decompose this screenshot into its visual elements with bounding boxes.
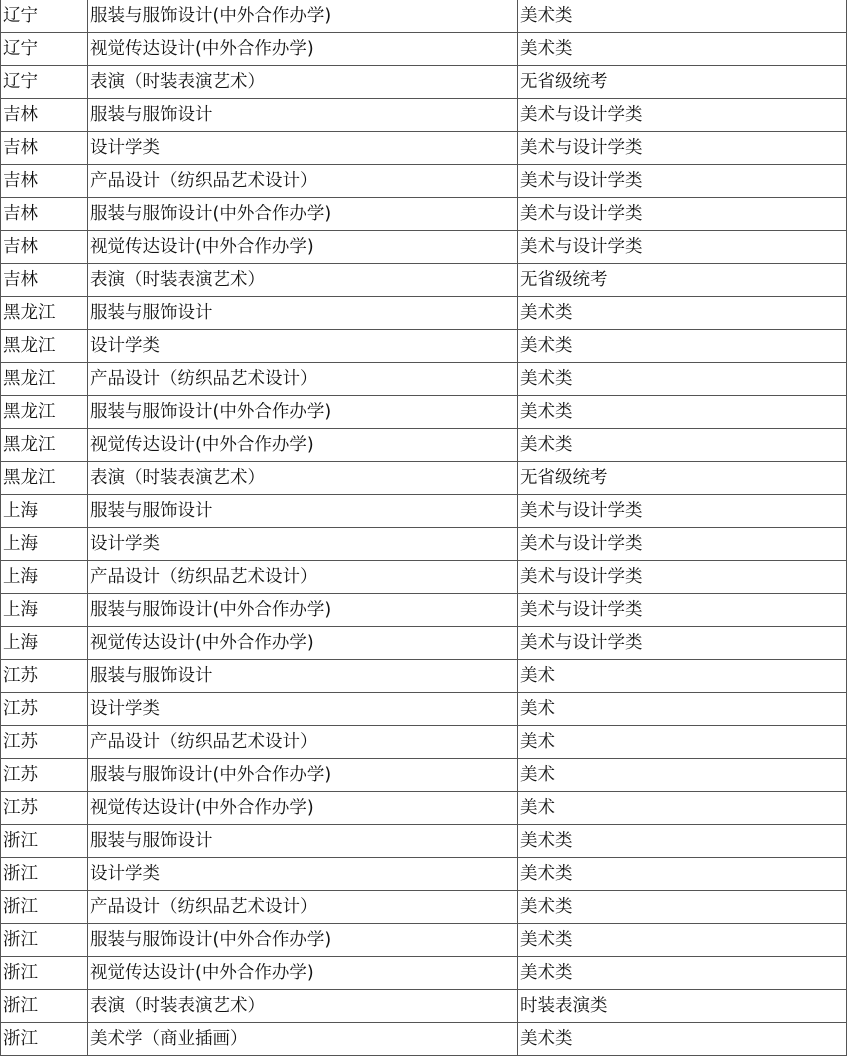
table-row xyxy=(1,165,847,198)
table-row xyxy=(1,0,847,33)
major-cell: 设计学类 xyxy=(88,858,518,891)
major-cell: 表演（时装表演艺术） xyxy=(88,990,518,1023)
province-cell: 黑龙江 xyxy=(1,297,88,330)
major-cell: 服装与服饰设计(中外合作办学) xyxy=(88,594,518,627)
category-cell: 美术类 xyxy=(518,858,847,891)
table-row xyxy=(1,429,847,462)
major-cell: 服装与服饰设计 xyxy=(88,660,518,693)
table-row xyxy=(1,99,847,132)
category-cell: 美术类 xyxy=(518,825,847,858)
category-cell: 美术与设计学类 xyxy=(518,594,847,627)
table-row xyxy=(1,627,847,660)
category-cell: 美术与设计学类 xyxy=(518,165,847,198)
major-cell: 服装与服饰设计(中外合作办学) xyxy=(88,198,518,231)
table-row xyxy=(1,759,847,792)
province-cell: 上海 xyxy=(1,594,88,627)
category-cell: 美术与设计学类 xyxy=(518,528,847,561)
category-cell: 无省级统考 xyxy=(518,264,847,297)
category-cell: 美术类 xyxy=(518,33,847,66)
category-cell: 无省级统考 xyxy=(518,462,847,495)
category-cell: 无省级统考 xyxy=(518,66,847,99)
table-row xyxy=(1,528,847,561)
table-row xyxy=(1,858,847,891)
category-cell: 美术 xyxy=(518,792,847,825)
major-cell: 视觉传达设计(中外合作办学) xyxy=(88,792,518,825)
table-row xyxy=(1,990,847,1023)
province-cell: 江苏 xyxy=(1,759,88,792)
table-row xyxy=(1,462,847,495)
major-cell: 服装与服饰设计(中外合作办学) xyxy=(88,759,518,792)
category-cell: 美术 xyxy=(518,726,847,759)
category-cell: 美术类 xyxy=(518,924,847,957)
province-cell: 浙江 xyxy=(1,957,88,990)
table-row xyxy=(1,825,847,858)
province-cell: 吉林 xyxy=(1,165,88,198)
table-row xyxy=(1,924,847,957)
category-cell: 美术类 xyxy=(518,396,847,429)
category-cell: 美术类 xyxy=(518,891,847,924)
major-cell: 产品设计（纺织品艺术设计） xyxy=(88,165,518,198)
province-cell: 浙江 xyxy=(1,924,88,957)
province-cell: 辽宁 xyxy=(1,66,88,99)
table-row xyxy=(1,495,847,528)
major-cell: 视觉传达设计(中外合作办学) xyxy=(88,231,518,264)
major-cell: 美术学（商业插画） xyxy=(88,1023,518,1056)
province-cell: 黑龙江 xyxy=(1,396,88,429)
province-cell: 黑龙江 xyxy=(1,462,88,495)
province-cell: 辽宁 xyxy=(1,0,88,33)
province-cell: 黑龙江 xyxy=(1,429,88,462)
province-cell: 上海 xyxy=(1,561,88,594)
major-cell: 视觉传达设计(中外合作办学) xyxy=(88,627,518,660)
major-cell: 服装与服饰设计 xyxy=(88,99,518,132)
table-row xyxy=(1,891,847,924)
province-cell: 黑龙江 xyxy=(1,330,88,363)
table-row xyxy=(1,363,847,396)
category-cell: 美术与设计学类 xyxy=(518,561,847,594)
table-row xyxy=(1,132,847,165)
major-cell: 视觉传达设计(中外合作办学) xyxy=(88,33,518,66)
table-row xyxy=(1,330,847,363)
province-cell: 江苏 xyxy=(1,660,88,693)
category-cell: 美术与设计学类 xyxy=(518,495,847,528)
table-row xyxy=(1,297,847,330)
major-cell: 视觉传达设计(中外合作办学) xyxy=(88,429,518,462)
province-cell: 吉林 xyxy=(1,264,88,297)
category-cell: 美术类 xyxy=(518,297,847,330)
major-cell: 服装与服饰设计(中外合作办学) xyxy=(88,924,518,957)
table-row xyxy=(1,198,847,231)
province-cell: 浙江 xyxy=(1,825,88,858)
province-cell: 浙江 xyxy=(1,990,88,1023)
major-cell: 服装与服饰设计(中外合作办学) xyxy=(88,396,518,429)
category-cell: 美术类 xyxy=(518,957,847,990)
major-cell: 产品设计（纺织品艺术设计） xyxy=(88,891,518,924)
major-cell: 表演（时装表演艺术） xyxy=(88,462,518,495)
province-cell: 吉林 xyxy=(1,198,88,231)
major-cell: 服装与服饰设计 xyxy=(88,297,518,330)
table-row xyxy=(1,1023,847,1056)
province-cell: 江苏 xyxy=(1,792,88,825)
province-cell: 上海 xyxy=(1,528,88,561)
category-cell: 美术与设计学类 xyxy=(518,231,847,264)
table-row xyxy=(1,957,847,990)
table-row xyxy=(1,264,847,297)
province-cell: 吉林 xyxy=(1,132,88,165)
province-cell: 黑龙江 xyxy=(1,363,88,396)
table-row xyxy=(1,660,847,693)
table-row xyxy=(1,594,847,627)
province-cell: 浙江 xyxy=(1,891,88,924)
category-cell: 美术类 xyxy=(518,0,847,33)
major-cell: 产品设计（纺织品艺术设计） xyxy=(88,726,518,759)
province-cell: 浙江 xyxy=(1,858,88,891)
category-cell: 美术类 xyxy=(518,429,847,462)
major-cell: 表演（时装表演艺术） xyxy=(88,66,518,99)
major-cell: 产品设计（纺织品艺术设计） xyxy=(88,363,518,396)
province-cell: 辽宁 xyxy=(1,33,88,66)
province-cell: 浙江 xyxy=(1,1023,88,1056)
table-row xyxy=(1,726,847,759)
table-row xyxy=(1,33,847,66)
major-cell: 设计学类 xyxy=(88,693,518,726)
category-cell: 美术类 xyxy=(518,363,847,396)
category-cell: 美术与设计学类 xyxy=(518,198,847,231)
category-cell: 美术 xyxy=(518,693,847,726)
category-cell: 时装表演类 xyxy=(518,990,847,1023)
category-cell: 美术 xyxy=(518,660,847,693)
major-cell: 表演（时装表演艺术） xyxy=(88,264,518,297)
province-cell: 吉林 xyxy=(1,99,88,132)
table-row xyxy=(1,66,847,99)
major-cell: 视觉传达设计(中外合作办学) xyxy=(88,957,518,990)
table-row xyxy=(1,561,847,594)
province-cell: 吉林 xyxy=(1,231,88,264)
major-cell: 服装与服饰设计(中外合作办学) xyxy=(88,0,518,33)
major-cell: 设计学类 xyxy=(88,132,518,165)
table-row xyxy=(1,231,847,264)
category-cell: 美术与设计学类 xyxy=(518,627,847,660)
province-cell: 上海 xyxy=(1,495,88,528)
category-cell: 美术类 xyxy=(518,1023,847,1056)
category-cell: 美术与设计学类 xyxy=(518,99,847,132)
category-cell: 美术 xyxy=(518,759,847,792)
province-cell: 江苏 xyxy=(1,726,88,759)
major-cell: 服装与服饰设计 xyxy=(88,825,518,858)
major-cell: 设计学类 xyxy=(88,528,518,561)
table-row xyxy=(1,693,847,726)
category-cell: 美术与设计学类 xyxy=(518,132,847,165)
table-row xyxy=(1,396,847,429)
category-cell: 美术类 xyxy=(518,330,847,363)
major-cell: 服装与服饰设计 xyxy=(88,495,518,528)
major-cell: 产品设计（纺织品艺术设计） xyxy=(88,561,518,594)
province-cell: 江苏 xyxy=(1,693,88,726)
table-body xyxy=(1,0,847,1056)
table-row xyxy=(1,792,847,825)
major-cell: 设计学类 xyxy=(88,330,518,363)
province-cell: 上海 xyxy=(1,627,88,660)
